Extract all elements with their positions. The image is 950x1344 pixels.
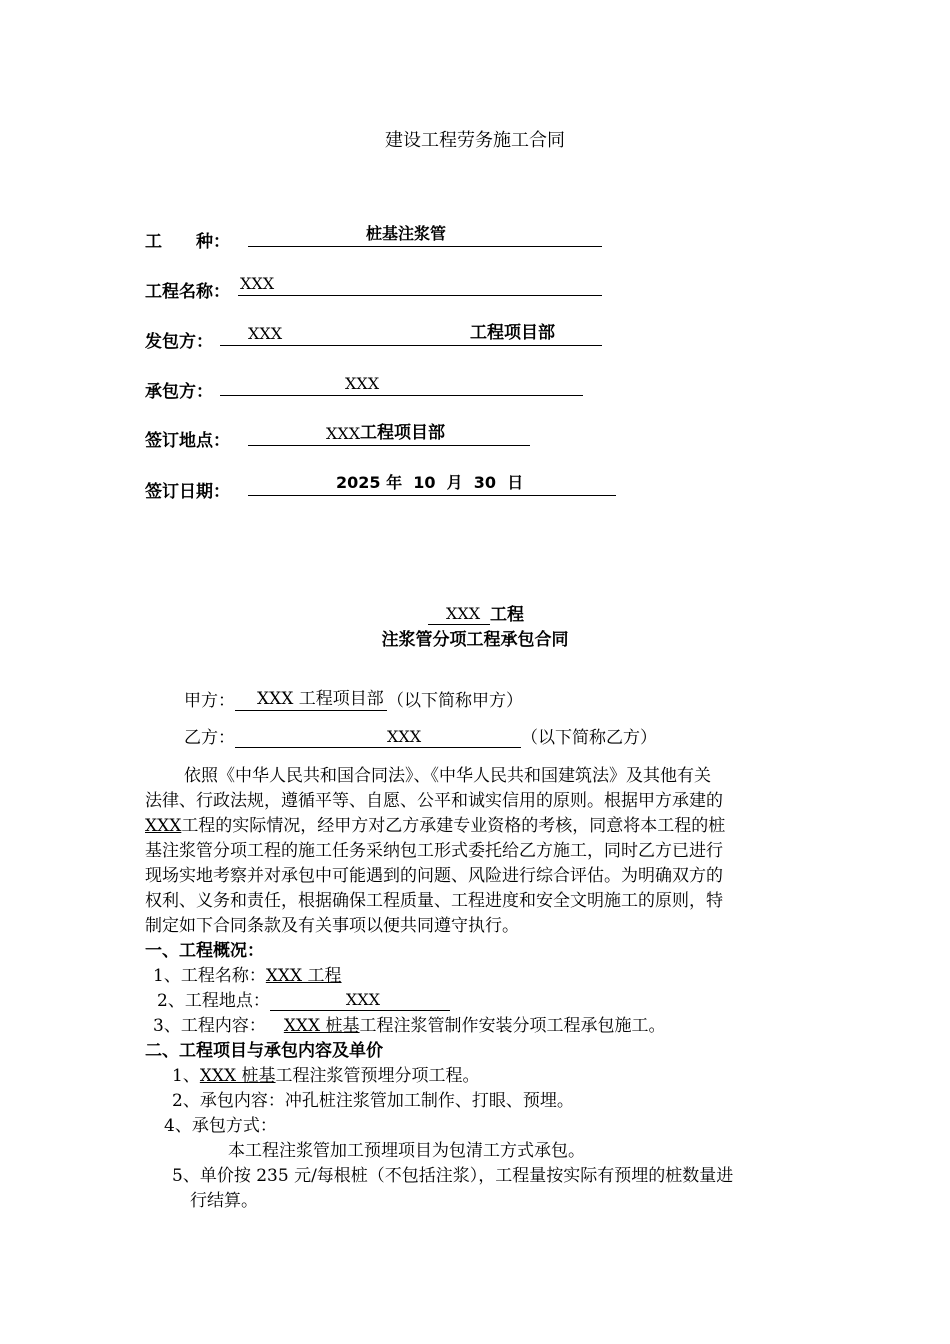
date-label: 签订日期： bbox=[145, 482, 230, 502]
s2-item-2: 2、承包内容：冲孔桩注浆管加工制作、打眼、预埋。 bbox=[172, 1091, 574, 1111]
section-2-title: 二、工程项目与承包内容及单价 bbox=[145, 1041, 383, 1061]
s1-item-3-rest: 工程注浆管制作安装分项工程承包施工。 bbox=[359, 1016, 666, 1036]
party-b-suffix: （以下简称乙方） bbox=[521, 728, 657, 748]
intro-line-7: 制定如下合同条款及有关事项以便共同遵守执行。 bbox=[145, 916, 519, 936]
contract-title: 注浆管分项工程承包合同 bbox=[381, 630, 569, 650]
header-xxx: XXX bbox=[446, 604, 481, 623]
date-value: 2025 年 10 月 30 日 bbox=[336, 473, 524, 492]
party-b-line bbox=[184, 723, 657, 748]
trade-value: 桩基注浆管 bbox=[366, 224, 447, 243]
s1-item-1 bbox=[153, 961, 342, 986]
header-xxx-field bbox=[428, 604, 490, 625]
intro-line-6: 权利、义务和责任，根据确保工程质量、工程进度和安全文明施工的原则，特 bbox=[145, 891, 723, 911]
employer-value-suffix: 工程项目部 bbox=[470, 323, 555, 343]
trade-label: 工 种： bbox=[145, 232, 230, 252]
party-b-label: 乙方： bbox=[184, 728, 235, 748]
s2-item-1-value: XXX 桩基 bbox=[199, 1066, 276, 1086]
s2-item-4-detail: 本工程注浆管加工预埋项目为包清工方式承包。 bbox=[228, 1141, 585, 1161]
project-name-label: 工程名称： bbox=[145, 282, 230, 302]
project-name-value: XXX bbox=[240, 274, 275, 293]
s2-item-1 bbox=[172, 1061, 480, 1086]
intro-line-3-text: 工程的实际情况，经甲方对乙方承建专业资格的考核，同意将本工程的桩 bbox=[181, 816, 726, 836]
intro-line-4: 基注浆管分项工程的施工任务采纳包工形式委托给乙方施工，同时乙方已进行 bbox=[145, 841, 723, 861]
s1-item-3-value: XXX 桩基 bbox=[283, 1016, 360, 1036]
s2-item-4: 4、承包方式： bbox=[164, 1116, 277, 1136]
intro-line-5: 现场实地考察并对承包中可能遇到的问题、风险进行综合评估。为明确双方的 bbox=[145, 866, 723, 886]
party-a-suffix: （以下简称甲方） bbox=[387, 691, 523, 711]
cover-title: 建设工程劳务施工合同 bbox=[385, 130, 565, 151]
place-field bbox=[248, 423, 530, 446]
s2-item-5-line-2: 行结算。 bbox=[190, 1191, 258, 1211]
party-b-value: XXX bbox=[387, 727, 422, 746]
party-a-label: 甲方： bbox=[184, 691, 235, 711]
contractor-label: 承包方： bbox=[145, 382, 213, 402]
employer-field bbox=[220, 323, 602, 346]
intro-line-1: 依照《中华人民共和国合同法》、《中华人民共和国建筑法》及其他有关 bbox=[184, 766, 711, 786]
s1-item-2-value: XXX bbox=[345, 990, 380, 1009]
contractor-value: XXX bbox=[345, 374, 380, 393]
trade-field bbox=[248, 224, 602, 247]
project-name-field bbox=[238, 273, 602, 296]
place-value-suffix: 工程项目部 bbox=[360, 423, 445, 443]
s1-item-3 bbox=[153, 1011, 666, 1036]
s1-item-3-label: 3、工程内容： bbox=[153, 1016, 266, 1036]
s1-item-2 bbox=[157, 986, 450, 1011]
employer-value: XXX bbox=[248, 324, 283, 343]
contract-header bbox=[428, 600, 524, 625]
party-b-field bbox=[235, 727, 521, 748]
place-value: XXX bbox=[326, 424, 361, 443]
section-1-title: 一、工程概况： bbox=[145, 941, 264, 961]
party-a-line bbox=[184, 686, 523, 711]
s1-item-2-field bbox=[270, 990, 450, 1011]
intro-xxx: XXX bbox=[145, 816, 182, 836]
s2-item-1-rest: 工程注浆管预埋分项工程。 bbox=[275, 1066, 480, 1086]
s2-item-1-num: 1、 bbox=[172, 1066, 200, 1086]
header-suffix: 工程 bbox=[490, 605, 524, 625]
party-a-value: XXX 工程项目部 bbox=[257, 689, 384, 709]
s2-item-5-line-1: 5、单价按 235 元/每根桩（不包括注浆），工程量按实际有预埋的桩数量进 bbox=[172, 1166, 734, 1186]
employer-label: 发包方： bbox=[145, 332, 213, 352]
place-label: 签订地点： bbox=[145, 431, 230, 451]
intro-line-3 bbox=[145, 811, 725, 836]
date-field bbox=[248, 473, 616, 496]
contractor-field bbox=[220, 373, 583, 396]
s1-item-1-value: XXX 工程 bbox=[265, 966, 342, 986]
party-a-field bbox=[235, 690, 387, 711]
s1-item-2-label: 2、工程地点： bbox=[157, 991, 270, 1011]
intro-line-2: 法律、行政法规，遵循平等、自愿、公平和诚实信用的原则。根据甲方承建的 bbox=[145, 791, 723, 811]
s1-item-1-label: 1、工程名称： bbox=[153, 966, 266, 986]
